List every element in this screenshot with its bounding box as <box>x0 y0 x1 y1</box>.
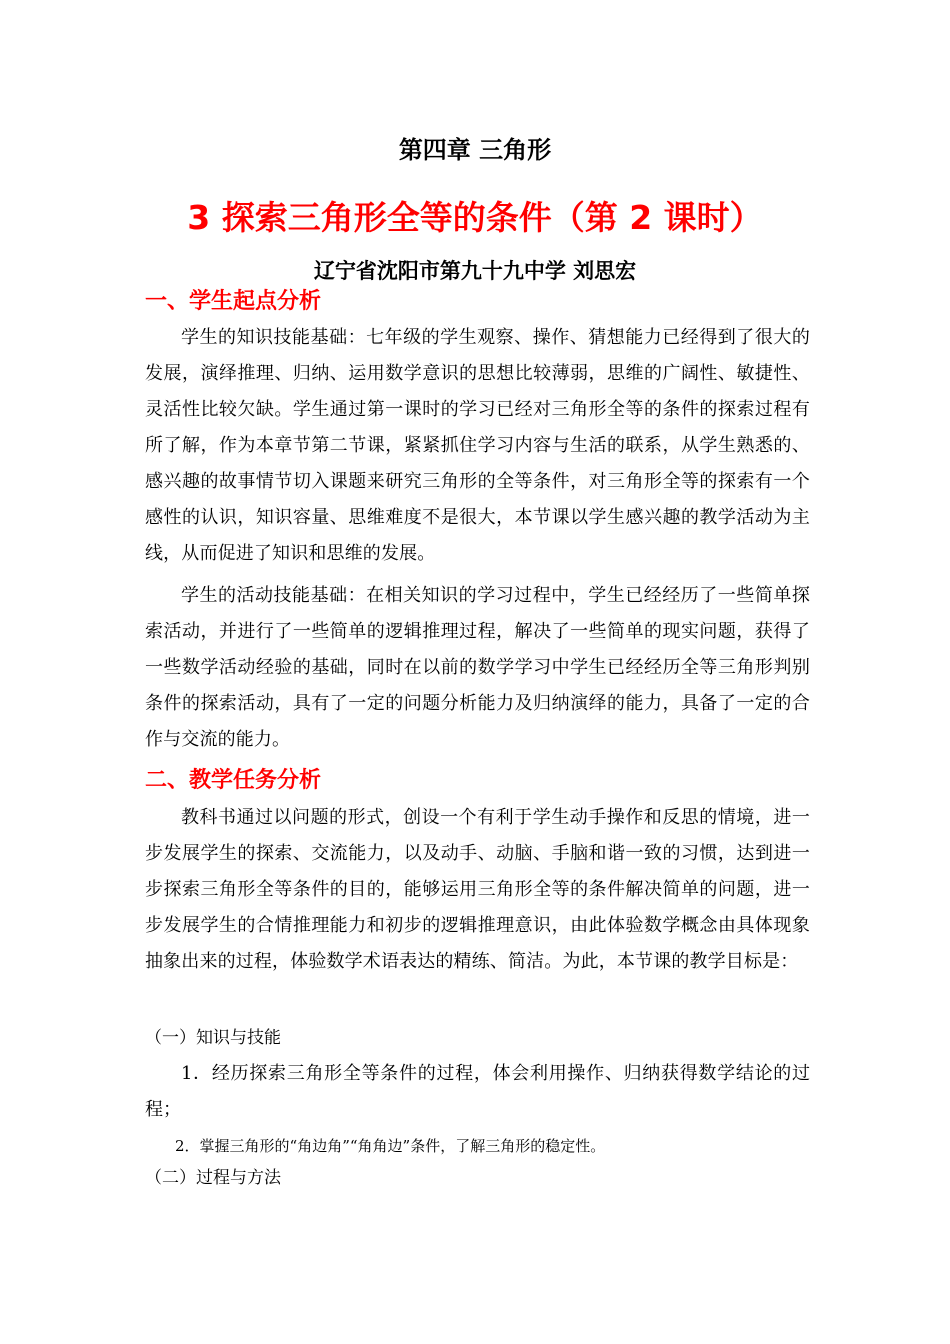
subheading-knowledge-skills: （一）知识与技能 <box>145 1028 281 1048</box>
section-heading-task-analysis: 二、教学任务分析 <box>145 768 322 793</box>
objective-item-1: 1．经历探索三角形全等条件的过程，体会利用操作、归纳获得数学结论的过程； <box>145 1063 810 1120</box>
section-heading-student-analysis: 一、学生起点分析 <box>145 289 322 314</box>
paragraph-activity-basis: 学生的活动技能基础：在相关知识的学习过程中，学生已经经历了一些简单探索活动，并进行了一些简单的逻辑推理过程，解决了一些简单的现实问题，获得了一些数学活动经验的基础，同时在以前的数学学习中学生已经经历全等三角形判别条件的探索活动，具有了一定的问题分析能力及归纳演绎的能力，具备了一定的合作与交流的能力。 <box>145 585 810 750</box>
paragraph-task-analysis: 教科书通过以问题的形式，创设一个有利于学生动手操作和反思的情境，进一步发展学生的探索、交流能力，以及动手、动脑、手脑和谐一致的习惯，达到进一步探索三角形全等条件的目的，能够运用三角形全等的条件解决简单的问题，进一步发展学生的合情推理能力和初步的逻辑推理意识，由此体验数学概念由具体现象抽象出来的过程，体验数学术语表达的精练、简洁。为此，本节课的教学目标是： <box>145 807 810 972</box>
subheading-process-methods: （二）过程与方法 <box>145 1168 281 1188</box>
objective-item-2: 2．掌握三角形的“角边角”“角角边”条件，了解三角形的稳定性。 <box>175 1137 606 1155</box>
lesson-title: 3 探索三角形全等的条件（第 2 课时） <box>187 198 763 237</box>
author-line: 辽宁省沈阳市第九十九中学 刘思宏 <box>313 259 637 283</box>
chapter-title: 第四章 三角形 <box>398 136 552 164</box>
paragraph-knowledge-basis: 学生的知识技能基础：七年级的学生观察、操作、猜想能力已经得到了很大的发展，演绎推理、归纳、运用数学意识的思想比较薄弱，思维的广阔性、敏捷性、灵活性比较欠缺。学生通过第一课时的学习已经对三角形全等的条件的探索过程有所了解，作为本章节第二节课，紧紧抓住学习内容与生活的联系，从学生熟悉的、感兴趣的故事情节切入课题来研究三角形的全等条件，对三角形全等的探索有一个感性的认识，知识容量、思维难度不是很大，本节课以学生感兴趣的教学活动为主线，从而促进了知识和思维的发展。 <box>145 327 810 564</box>
